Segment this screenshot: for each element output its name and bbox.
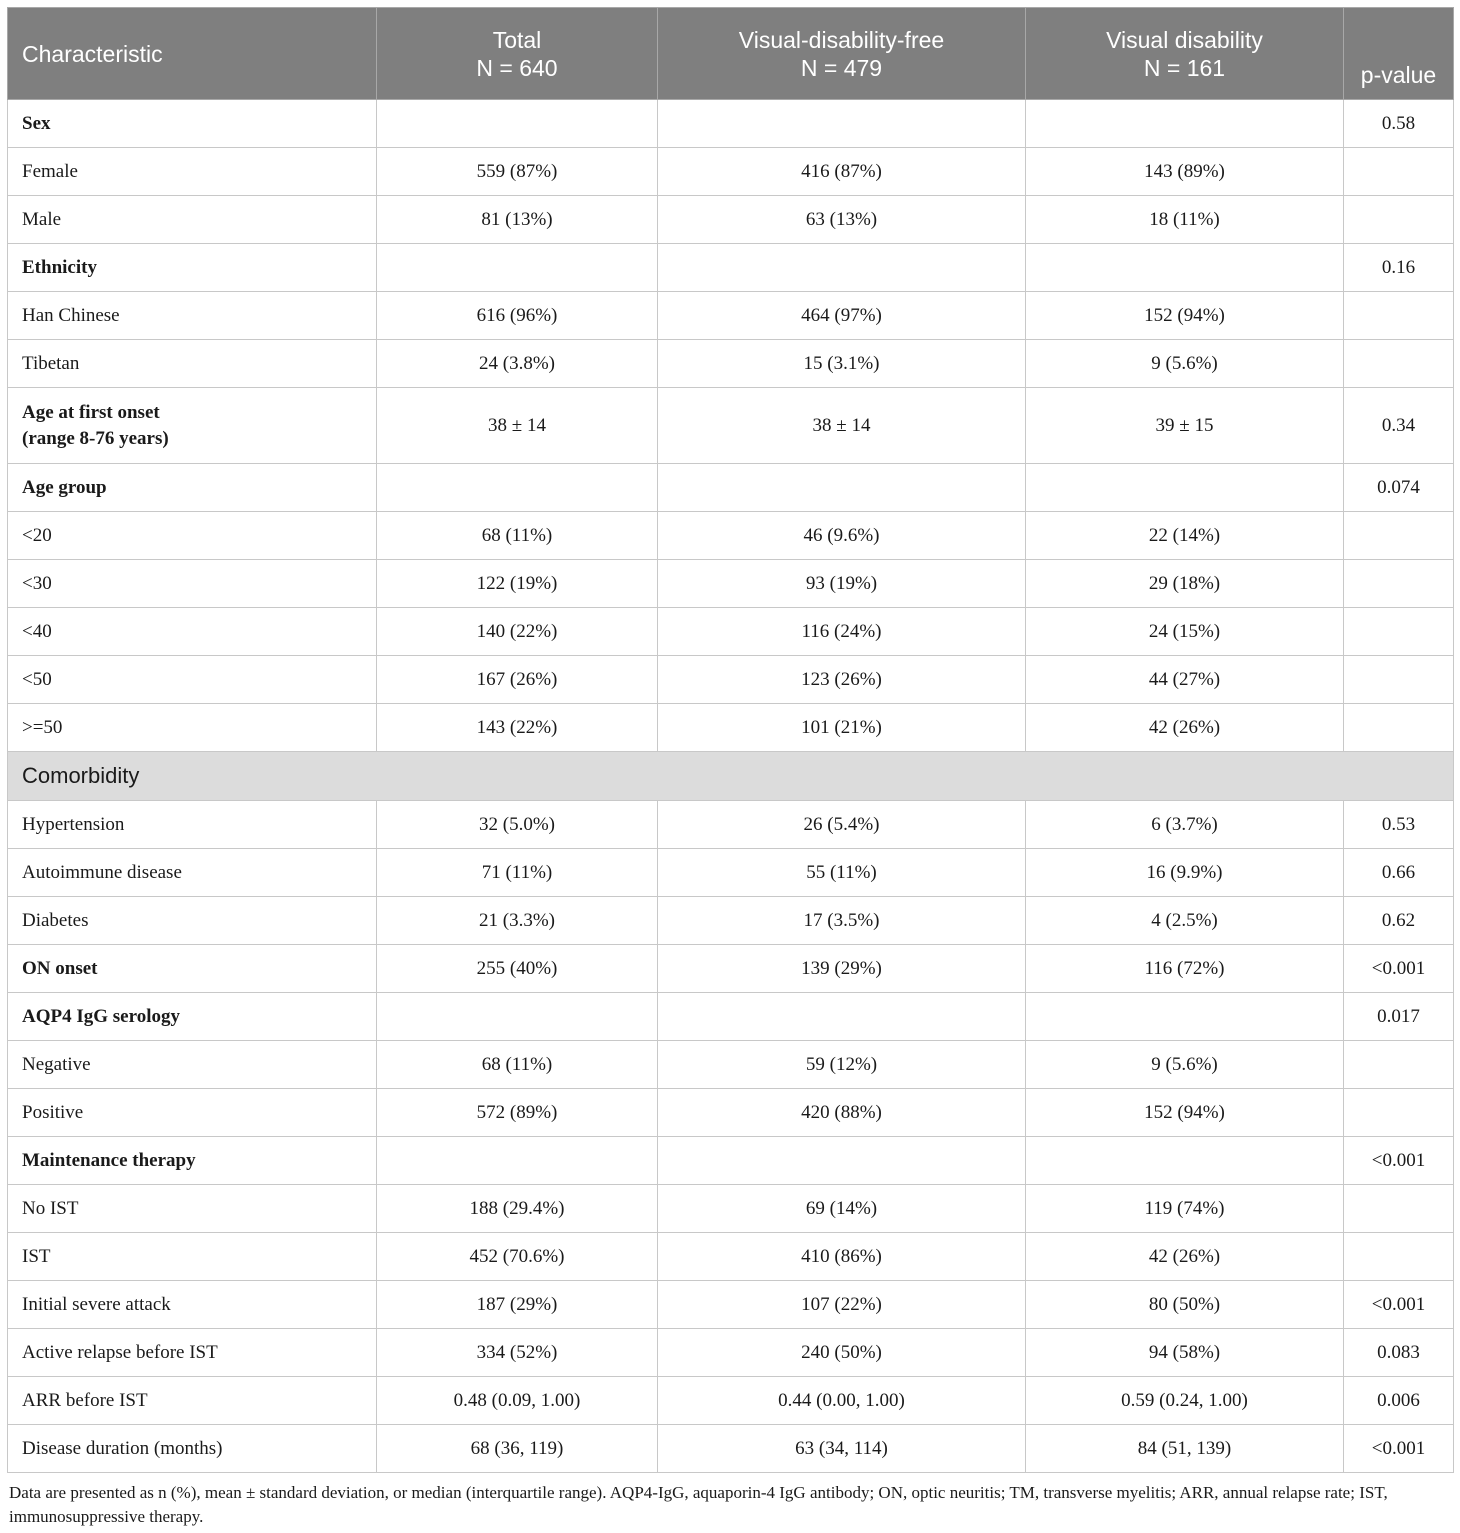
total-cell: 167 (26%) <box>377 656 658 704</box>
p-value-cell: 0.53 <box>1344 801 1454 849</box>
visual-disability-free-cell: 38 ± 14 <box>658 388 1026 464</box>
visual-disability-free-cell: 69 (14%) <box>658 1185 1026 1233</box>
row-label-text: Age at first onset <box>22 401 160 423</box>
total-cell: 559 (87%) <box>377 148 658 196</box>
p-value-cell <box>1344 560 1454 608</box>
visual-disability-cell <box>1026 1137 1344 1185</box>
p-value-cell: 0.16 <box>1344 244 1454 292</box>
visual-disability-cell: 84 (51, 139) <box>1026 1425 1344 1473</box>
p-value-cell: <0.001 <box>1344 1137 1454 1185</box>
p-value-cell <box>1344 1089 1454 1137</box>
row-label <box>8 1233 377 1281</box>
row-label <box>8 388 377 464</box>
total-cell <box>377 100 658 148</box>
row-label <box>8 656 377 704</box>
total-cell <box>377 1137 658 1185</box>
visual-disability-free-cell: 420 (88%) <box>658 1089 1026 1137</box>
visual-disability-cell: 94 (58%) <box>1026 1329 1344 1377</box>
table-row <box>8 993 1454 1041</box>
header-visual-disability-free: Visual-disability-free N = 479 <box>658 8 1026 100</box>
visual-disability-free-cell: 63 (13%) <box>658 196 1026 244</box>
p-value-cell <box>1344 1233 1454 1281</box>
p-value-cell <box>1344 148 1454 196</box>
row-label-text: AQP4 IgG serology <box>22 1005 180 1027</box>
visual-disability-cell: 9 (5.6%) <box>1026 1041 1344 1089</box>
p-value-cell <box>1344 512 1454 560</box>
row-label-text: Disease duration (months) <box>22 1437 223 1459</box>
table-row <box>8 849 1454 897</box>
header-row <box>8 8 1454 100</box>
row-label-text: IST <box>22 1245 51 1267</box>
visual-disability-free-cell: 416 (87%) <box>658 148 1026 196</box>
total-cell: 81 (13%) <box>377 196 658 244</box>
table-row <box>8 1425 1454 1473</box>
total-cell: 68 (11%) <box>377 1041 658 1089</box>
visual-disability-free-cell: 17 (3.5%) <box>658 897 1026 945</box>
visual-disability-free-cell: 59 (12%) <box>658 1041 1026 1089</box>
visual-disability-free-cell: 26 (5.4%) <box>658 801 1026 849</box>
total-cell: 68 (11%) <box>377 512 658 560</box>
visual-disability-cell: 22 (14%) <box>1026 512 1344 560</box>
visual-disability-cell: 152 (94%) <box>1026 1089 1344 1137</box>
total-cell: 21 (3.3%) <box>377 897 658 945</box>
table-container <box>7 7 1453 1529</box>
row-label <box>8 100 377 148</box>
row-label-text: Initial severe attack <box>22 1293 171 1315</box>
visual-disability-cell: 16 (9.9%) <box>1026 849 1344 897</box>
table-footnote: Data are presented as n (%), mean ± standard deviation, or median (interquartile range). AQP4-IgG, aquaporin-4 IgG antibody; ON, optic neuritis; TM, transverse myelitis; ARR, annual relapse rate; IST, immunosuppressive therapy. <box>9 1483 1388 1526</box>
total-cell: 140 (22%) <box>377 608 658 656</box>
row-label-text: <30 <box>22 572 52 594</box>
visual-disability-cell <box>1026 993 1344 1041</box>
visual-disability-free-cell <box>658 464 1026 512</box>
row-label <box>8 1281 377 1329</box>
row-label <box>8 849 377 897</box>
row-label <box>8 1041 377 1089</box>
p-value-cell: <0.001 <box>1344 945 1454 993</box>
header-visual-disability: Visual disability N = 161 <box>1026 8 1344 100</box>
visual-disability-free-cell <box>658 244 1026 292</box>
visual-disability-free-cell: 0.44 (0.00, 1.00) <box>658 1377 1026 1425</box>
table-row <box>8 340 1454 388</box>
row-label <box>8 801 377 849</box>
visual-disability-free-cell: 139 (29%) <box>658 945 1026 993</box>
row-label-text: Comorbidity <box>22 763 140 788</box>
row-label-text: Female <box>22 160 78 182</box>
visual-disability-cell: 4 (2.5%) <box>1026 897 1344 945</box>
row-label-text: Negative <box>22 1053 91 1075</box>
visual-disability-free-cell: 101 (21%) <box>658 704 1026 752</box>
visual-disability-cell: 42 (26%) <box>1026 704 1344 752</box>
table-row <box>8 292 1454 340</box>
visual-disability-free-cell <box>658 993 1026 1041</box>
p-value-cell: 0.66 <box>1344 849 1454 897</box>
visual-disability-cell: 80 (50%) <box>1026 1281 1344 1329</box>
visual-disability-cell: 119 (74%) <box>1026 1185 1344 1233</box>
table-row <box>8 1233 1454 1281</box>
table-row <box>8 945 1454 993</box>
visual-disability-free-cell: 15 (3.1%) <box>658 340 1026 388</box>
table-row <box>8 196 1454 244</box>
row-label-text: >=50 <box>22 716 63 738</box>
row-label <box>8 464 377 512</box>
row-label <box>8 1329 377 1377</box>
total-cell <box>377 464 658 512</box>
visual-disability-cell: 152 (94%) <box>1026 292 1344 340</box>
table-row <box>8 1185 1454 1233</box>
row-label-text: ARR before IST <box>22 1389 148 1411</box>
total-cell <box>377 993 658 1041</box>
row-label <box>8 340 377 388</box>
row-label-text: Han Chinese <box>22 304 120 326</box>
visual-disability-free-cell: 63 (34, 114) <box>658 1425 1026 1473</box>
p-value-cell: 0.34 <box>1344 388 1454 464</box>
row-label-subtext: (range 8-76 years) <box>22 427 169 449</box>
p-value-cell: <0.001 <box>1344 1281 1454 1329</box>
total-cell: 24 (3.8%) <box>377 340 658 388</box>
total-cell: 452 (70.6%) <box>377 1233 658 1281</box>
visual-disability-cell <box>1026 100 1344 148</box>
p-value-cell: 0.074 <box>1344 464 1454 512</box>
visual-disability-cell: 24 (15%) <box>1026 608 1344 656</box>
row-label-text: Hypertension <box>22 813 125 835</box>
table-row <box>8 608 1454 656</box>
visual-disability-free-cell: 240 (50%) <box>658 1329 1026 1377</box>
p-value-cell: 0.017 <box>1344 993 1454 1041</box>
row-label-text: Tibetan <box>22 352 80 374</box>
header-p-value: p-value <box>1344 8 1454 100</box>
row-label-text: <50 <box>22 668 52 690</box>
total-cell: 38 ± 14 <box>377 388 658 464</box>
visual-disability-free-cell: 116 (24%) <box>658 608 1026 656</box>
row-label-text: <40 <box>22 620 52 642</box>
visual-disability-cell: 39 ± 15 <box>1026 388 1344 464</box>
total-cell: 143 (22%) <box>377 704 658 752</box>
table-header <box>8 8 1454 100</box>
visual-disability-free-cell: 123 (26%) <box>658 656 1026 704</box>
total-cell: 255 (40%) <box>377 945 658 993</box>
total-cell: 616 (96%) <box>377 292 658 340</box>
row-label <box>8 752 1454 801</box>
visual-disability-cell <box>1026 464 1344 512</box>
p-value-cell <box>1344 292 1454 340</box>
visual-disability-free-cell: 46 (9.6%) <box>658 512 1026 560</box>
table-row <box>8 1137 1454 1185</box>
table-row <box>8 148 1454 196</box>
visual-disability-free-cell: 464 (97%) <box>658 292 1026 340</box>
row-label <box>8 512 377 560</box>
visual-disability-cell: 116 (72%) <box>1026 945 1344 993</box>
visual-disability-cell: 29 (18%) <box>1026 560 1344 608</box>
total-cell: 71 (11%) <box>377 849 658 897</box>
header-total: Total N = 640 <box>377 8 658 100</box>
visual-disability-cell: 6 (3.7%) <box>1026 801 1344 849</box>
table-row <box>8 1089 1454 1137</box>
header-characteristic: Characteristic <box>8 8 377 100</box>
total-cell: 188 (29.4%) <box>377 1185 658 1233</box>
row-label-text: Ethnicity <box>22 256 97 278</box>
total-cell: 334 (52%) <box>377 1329 658 1377</box>
row-label-text: Age group <box>22 476 107 498</box>
p-value-cell: <0.001 <box>1344 1425 1454 1473</box>
p-value-cell <box>1344 704 1454 752</box>
visual-disability-cell: 0.59 (0.24, 1.00) <box>1026 1377 1344 1425</box>
total-cell: 187 (29%) <box>377 1281 658 1329</box>
visual-disability-cell: 42 (26%) <box>1026 1233 1344 1281</box>
p-value-cell: 0.62 <box>1344 897 1454 945</box>
visual-disability-cell: 143 (89%) <box>1026 148 1344 196</box>
table-body <box>8 100 1454 1473</box>
row-label <box>8 196 377 244</box>
table-row <box>8 464 1454 512</box>
total-cell: 122 (19%) <box>377 560 658 608</box>
total-cell: 32 (5.0%) <box>377 801 658 849</box>
table-row <box>8 1377 1454 1425</box>
visual-disability-cell: 18 (11%) <box>1026 196 1344 244</box>
row-label-text: <20 <box>22 524 52 546</box>
row-label <box>8 1137 377 1185</box>
p-value-cell: 0.006 <box>1344 1377 1454 1425</box>
row-label-text: Autoimmune disease <box>22 861 182 883</box>
p-value-cell <box>1344 656 1454 704</box>
p-value-cell: 0.58 <box>1344 100 1454 148</box>
row-label <box>8 704 377 752</box>
row-label <box>8 1425 377 1473</box>
table-row <box>8 1041 1454 1089</box>
p-value-cell: 0.083 <box>1344 1329 1454 1377</box>
visual-disability-free-cell: 410 (86%) <box>658 1233 1026 1281</box>
row-label <box>8 560 377 608</box>
table-row <box>8 1281 1454 1329</box>
row-label <box>8 1089 377 1137</box>
row-label <box>8 148 377 196</box>
characteristics-table <box>7 7 1454 1473</box>
p-value-cell <box>1344 608 1454 656</box>
visual-disability-cell <box>1026 244 1344 292</box>
table-row <box>8 1329 1454 1377</box>
table-row <box>8 560 1454 608</box>
section-row <box>8 752 1454 801</box>
table-row <box>8 897 1454 945</box>
p-value-cell <box>1344 340 1454 388</box>
row-label-text: Active relapse before IST <box>22 1341 218 1363</box>
row-label <box>8 244 377 292</box>
total-cell <box>377 244 658 292</box>
row-label-text: Male <box>22 208 62 230</box>
visual-disability-free-cell: 55 (11%) <box>658 849 1026 897</box>
visual-disability-free-cell: 93 (19%) <box>658 560 1026 608</box>
visual-disability-cell: 9 (5.6%) <box>1026 340 1344 388</box>
row-label-text: Maintenance therapy <box>22 1149 196 1171</box>
row-label <box>8 608 377 656</box>
row-label <box>8 945 377 993</box>
row-label-text: ON onset <box>22 957 98 979</box>
table-row <box>8 704 1454 752</box>
row-label-text: No IST <box>22 1197 79 1219</box>
total-cell: 68 (36, 119) <box>377 1425 658 1473</box>
row-label <box>8 292 377 340</box>
row-label-text: Positive <box>22 1101 84 1123</box>
visual-disability-free-cell: 107 (22%) <box>658 1281 1026 1329</box>
table-row <box>8 100 1454 148</box>
total-cell: 572 (89%) <box>377 1089 658 1137</box>
row-label-text: Sex <box>22 112 51 134</box>
row-label <box>8 993 377 1041</box>
row-label <box>8 1185 377 1233</box>
p-value-cell <box>1344 1185 1454 1233</box>
row-label-text: Diabetes <box>22 909 89 931</box>
visual-disability-free-cell <box>658 1137 1026 1185</box>
table-row <box>8 656 1454 704</box>
visual-disability-cell: 44 (27%) <box>1026 656 1344 704</box>
p-value-cell <box>1344 196 1454 244</box>
table-row <box>8 388 1454 464</box>
row-label <box>8 1377 377 1425</box>
p-value-cell <box>1344 1041 1454 1089</box>
table-row <box>8 512 1454 560</box>
table-row <box>8 801 1454 849</box>
visual-disability-free-cell <box>658 100 1026 148</box>
table-row <box>8 244 1454 292</box>
total-cell: 0.48 (0.09, 1.00) <box>377 1377 658 1425</box>
row-label <box>8 897 377 945</box>
